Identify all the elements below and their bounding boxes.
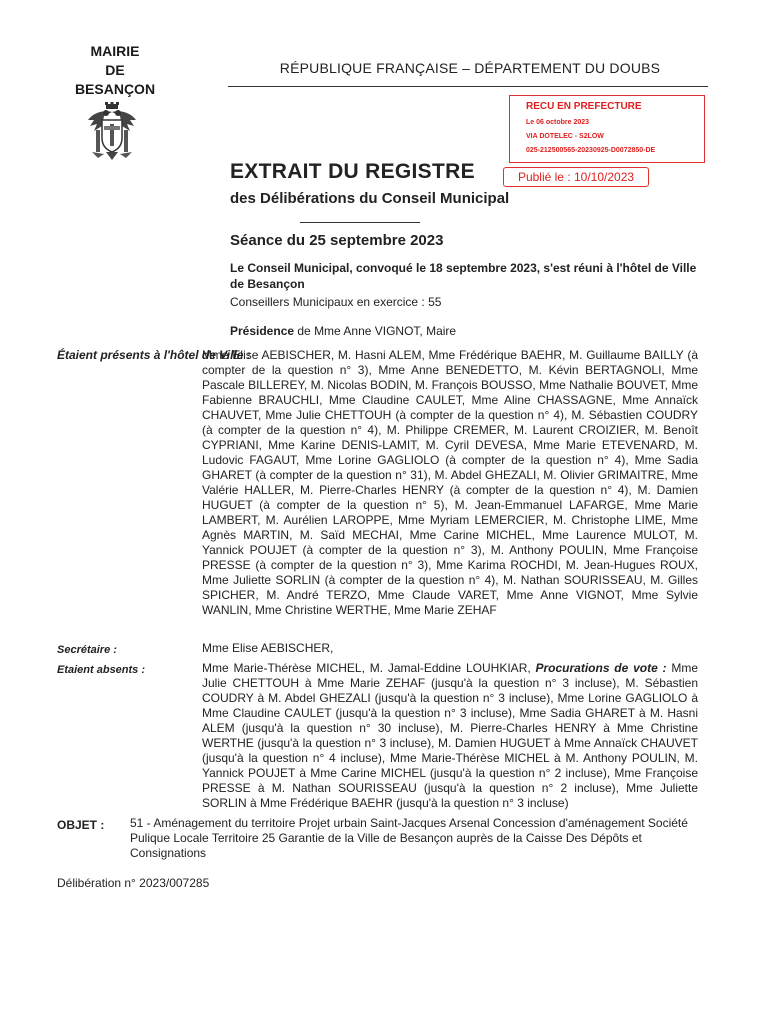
besancon-coat-of-arms-icon [84, 102, 140, 162]
conseillers-count: Conseillers Municipaux en exercice : 55 [230, 295, 442, 309]
presidence-text: de Mme Anne VIGNOT, Maire [294, 324, 457, 338]
presents-list: Mme Elise AEBISCHER, M. Hasni ALEM, Mme Frédérique BAEHR, M. Guillaume BAILLY (à compter de la question n° 3), Mme Anne BENEDETTO, M. Kévin BERTAGNOLI, Mme Pascale BILLEREY, M. Nicolas BODIN, M. François BOUSSO, Mme Nathalie BOUVET, Mme Fabienne BRAUCHLI, Mme Claudine CAULET, Mme Aline CHASSAGNE, Mme Annaïck CHAUVET, Mme Julie CHETTOUH (à compter de la question n° 4), M. Sébastien COUDRY (à compter de la question n° 4), M. Philippe CREMER, M. Laurent CROIZIER, M. Benoît CYPRIANI, Mme Karine DENIS-LAMIT, M. Cyril DEVESA, Mme Marie ETEVENARD, M. Ludovic FAGAUT, Mme Lorine GAGLIOLO (à compter de la question n° 4), Mme Sadia GHARET (à compter de la question n° 31), M. Abdel GHEZALI, M. Olivier GRIMAITRE, Mme Valérie HALLER, M. Pierre-Charles HENRY (à compter de la question n° 4), M. Damien HUGUET (à compter de la question n° 5), M. Jean-Emmanuel LAFARGE, Mme Marie LAMBERT, M. Aurélien LAROPPE, Mme Myriam LEMERCIER, M. Christophe LIME, Mme Agnès MARTIN, M. Saïd MECHAI, Mme Carine MICHEL, Mme Laurence MULOT, M. Yannick POUJET (à compter de la question n° 3), M. Anthony POULIN, Mme Françoise PRESSE (à compter de la question n° 3), Mme Karima ROCHDI, M. Jean-Hugues ROUX, Mme Juliette SORLIN (à compter de la question n° 4), M. Nathan SOURISSEAU, M. Gilles SPICHER, M. André TERZO, Mme Claude VARET, Mme Anne VIGNOT, Mme Sylvie WANLIN, Mme Christine WERTHE, Mme Marie ZEHAF [202, 348, 698, 617]
presents-label: Étaient présents à l'hôtel de Ville : [57, 348, 251, 362]
presidence-line [230, 324, 456, 338]
mairie-line-3: BESANÇON [74, 81, 156, 97]
deliberation-number: Délibération n° 2023/007285 [57, 876, 210, 890]
objet-label: OBJET : [57, 818, 105, 832]
stamp-reference: 025-212500565-20230925-D0072850-DE [526, 147, 656, 154]
presidence-label: Présidence [230, 324, 295, 338]
convocation-text: Le Conseil Municipal, convoqué le 18 septembre 2023, s'est réuni à l'hôtel de Ville de Besançon [230, 261, 697, 291]
stamp-date: Le 06 octobre 2023 [526, 119, 590, 126]
title-divider [300, 222, 420, 223]
seance-date: Séance du 25 septembre 2023 [230, 232, 444, 249]
secretaire-label: Secrétaire : [57, 644, 117, 656]
secretaire-name: Mme Elise AEBISCHER, [202, 641, 334, 655]
document-subtitle: des Délibérations du Conseil Municipal [230, 190, 510, 207]
objet-text: 51 - Aménagement du territoire Projet urbain Saint-Jacques Arsenal Concession d'aménagement Société Pulique Locale Territoire 25 Garantie de la Ville de Besançon auprès de la Caisse Des Dépôts et Consignations [130, 816, 688, 860]
republique-header: RÉPUBLIQUE FRANÇAISE – DÉPARTEMENT DU DOUBS [279, 60, 661, 76]
mairie-header [60, 42, 170, 99]
mairie-line-1: MAIRIE [90, 43, 140, 59]
prefecture-receipt-stamp [509, 95, 705, 163]
absents-label: Etaient absents : [57, 664, 146, 676]
header-divider [228, 86, 708, 87]
document-title: EXTRAIT DU REGISTRE [230, 160, 475, 183]
absents-list [202, 661, 698, 811]
mairie-line-2: DE [105, 62, 125, 78]
procurations-label: Procurations de vote : [535, 661, 667, 675]
stamp-via: VIA DOTELEC - S2LOW [526, 133, 604, 140]
stamp-title: RECU EN PREFECTURE [526, 101, 642, 112]
procurations-list: Mme Julie CHETTOUH à Mme Marie ZEHAF (jusqu'à la question n° 3 incluse), M. Sébastien COUDRY à M. Abdel GHEZALI (jusqu'à la question n° 3 incluse), Mme Lorine GAGLIOLO à Mme Claudine CAULET (jusqu'à la question n° 3 incluse), Mme Sadia GHARET à M. Hasni ALEM (jusqu'à la question n° 30 incluse), M. Pierre-Charles HENRY à Mme Christine WERTHE (jusqu'à la question n° 3 incluse), M. Damien HUGUET à Mme Annaïck CHAUVET (jusqu'à la question n° 4 incluse), Mme Marie-Thérèse MICHEL à M. Anthony POULIN, M. Yannick POUJET à Mme Carine MICHEL (jusqu'à la question n° 2 incluse), Mme Françoise PRESSE à M. Nathan SOURISSEAU (jusqu'à la question n° 2 incluse), Mme Juliette SORLIN à Mme Frédérique BAEHR (jusqu'à la question n° 3 incluse) [202, 661, 699, 810]
absents-names: Mme Marie-Thérèse MICHEL, M. Jamal-Eddine LOUHKIAR, [202, 661, 536, 675]
publication-badge: Publié le : 10/10/2023 [503, 167, 649, 187]
